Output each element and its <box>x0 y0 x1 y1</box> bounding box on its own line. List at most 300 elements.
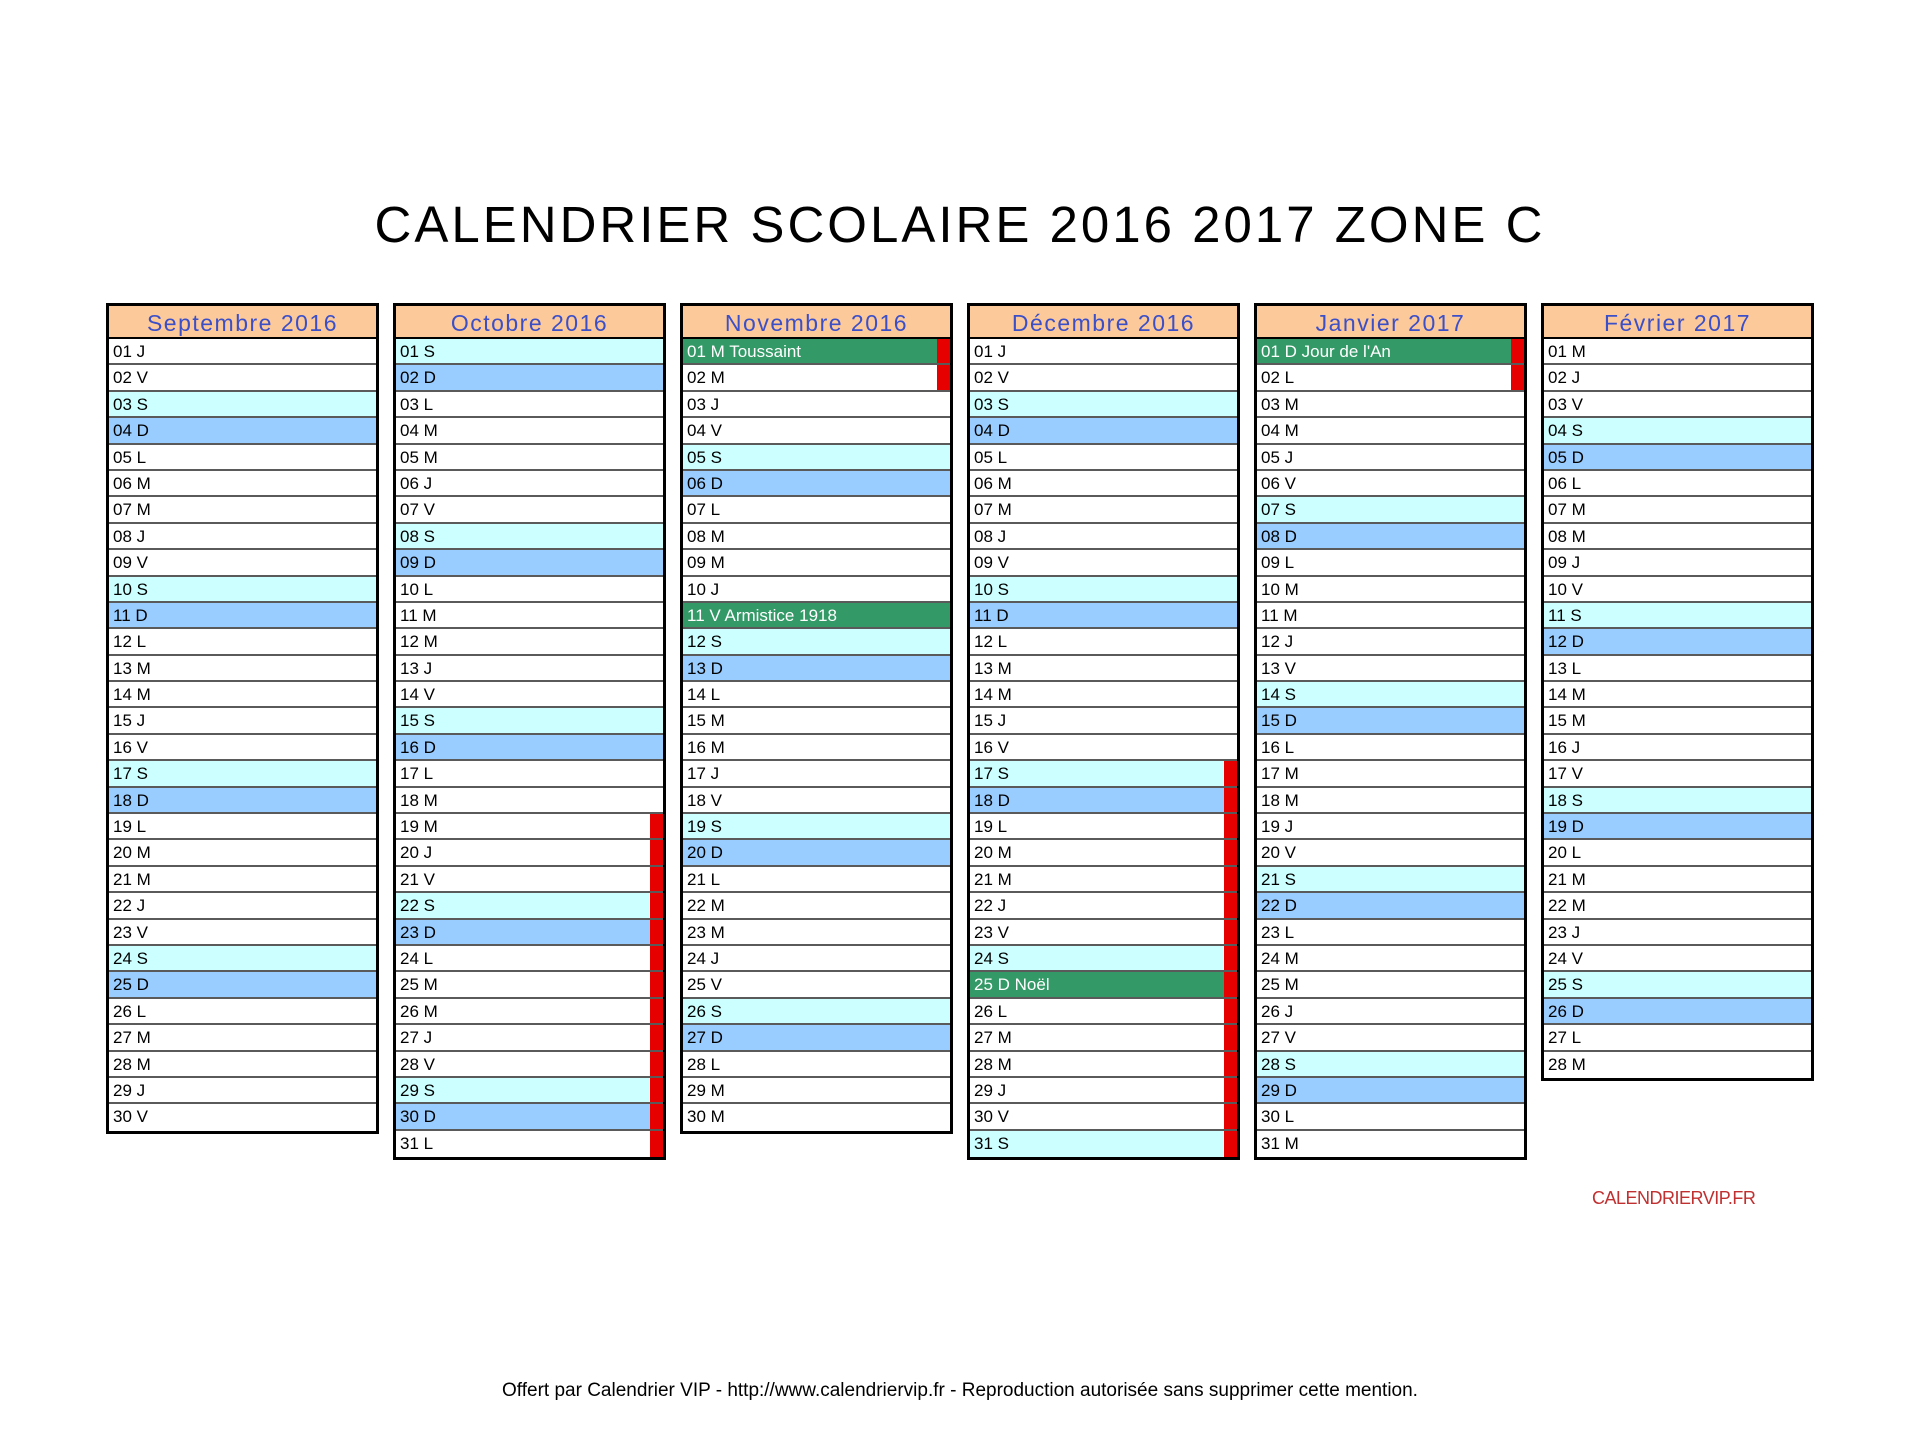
day-label: 18 V <box>687 790 722 810</box>
day-label: 20 D <box>687 843 723 863</box>
vacation-marker <box>650 893 663 917</box>
month-header: Septembre 2016 <box>109 306 376 339</box>
month-column <box>393 303 666 1160</box>
day-row <box>396 1025 663 1051</box>
day-label: 13 L <box>1548 658 1582 678</box>
day-row <box>1544 893 1811 919</box>
day-row <box>1544 920 1811 946</box>
day-row <box>970 1131 1237 1157</box>
day-label: 31 L <box>400 1133 434 1153</box>
day-label: 06 L <box>1548 473 1582 493</box>
day-row <box>1257 1052 1524 1078</box>
day-label: 24 M <box>1261 948 1299 968</box>
day-label: 11 S <box>1548 605 1582 625</box>
day-row <box>396 814 663 840</box>
day-label: 07 S <box>1261 500 1296 520</box>
day-label: 08 M <box>1548 526 1586 546</box>
day-label: 08 J <box>113 526 146 546</box>
day-label: 10 L <box>400 579 434 599</box>
day-row <box>970 946 1237 972</box>
vacation-marker <box>1224 893 1237 917</box>
day-label: 03 J <box>687 394 720 414</box>
day-label: 09 J <box>1548 553 1581 573</box>
day-row <box>970 497 1237 523</box>
day-row <box>970 920 1237 946</box>
day-label: 05 L <box>113 447 147 467</box>
day-row <box>683 761 950 787</box>
day-label: 21 V <box>400 869 435 889</box>
day-row <box>1257 365 1524 391</box>
vacation-marker <box>1224 788 1237 812</box>
day-row <box>970 893 1237 919</box>
day-label: 22 S <box>400 896 435 916</box>
day-row <box>1544 418 1811 444</box>
day-label: 28 M <box>974 1054 1012 1074</box>
day-row <box>396 840 663 866</box>
day-label: 06 M <box>974 473 1012 493</box>
day-label: 10 V <box>1548 579 1583 599</box>
day-row <box>109 761 376 787</box>
day-row <box>1257 577 1524 603</box>
day-label: 12 M <box>400 632 438 652</box>
day-row <box>1257 999 1524 1025</box>
vacation-marker <box>650 1025 663 1049</box>
day-label: 04 V <box>687 421 722 441</box>
day-label: 25 S <box>1548 975 1583 995</box>
day-row <box>683 1078 950 1104</box>
day-label: 04 D <box>974 421 1010 441</box>
vacation-marker <box>1224 920 1237 944</box>
day-label: 02 J <box>1548 368 1581 388</box>
day-label: 13 M <box>113 658 151 678</box>
vacation-marker <box>1224 867 1237 891</box>
day-label: 18 D <box>974 790 1010 810</box>
day-label: 23 V <box>113 922 148 942</box>
day-label: 02 L <box>1261 368 1295 388</box>
day-label: 24 L <box>400 948 434 968</box>
day-row <box>1257 708 1524 734</box>
month-header: Octobre 2016 <box>396 306 663 339</box>
day-row <box>396 735 663 761</box>
day-row <box>1544 603 1811 629</box>
vacation-marker <box>1224 946 1237 970</box>
day-label: 24 S <box>974 948 1009 968</box>
day-row <box>683 339 950 365</box>
day-label: 20 M <box>974 843 1012 863</box>
footer-credit: Offert par Calendrier VIP - http://www.calendriervip.fr - Reproduction autorisée sans supprimer cette mention. <box>502 1380 1418 1401</box>
day-label: 25 M <box>1261 975 1299 995</box>
day-row <box>109 550 376 576</box>
day-label: 18 D <box>113 790 149 810</box>
day-label: 01 J <box>974 342 1007 361</box>
day-row <box>1257 1025 1524 1051</box>
vacation-marker <box>650 1104 663 1128</box>
day-label: 13 D <box>687 658 723 678</box>
day-row <box>1544 735 1811 761</box>
day-row <box>1544 840 1811 866</box>
day-label: 01 J <box>113 342 146 361</box>
day-label: 28 L <box>687 1054 721 1074</box>
day-row <box>396 1104 663 1130</box>
day-label: 16 V <box>974 737 1009 757</box>
day-label: 16 V <box>113 737 148 757</box>
day-row <box>396 365 663 391</box>
day-row <box>683 788 950 814</box>
day-row <box>109 656 376 682</box>
day-row <box>683 471 950 497</box>
vacation-marker <box>650 999 663 1023</box>
day-label: 05 L <box>974 447 1008 467</box>
day-label: 06 V <box>1261 473 1296 493</box>
vacation-marker <box>1511 365 1524 389</box>
day-label: 19 S <box>687 817 722 837</box>
month-column <box>1541 303 1814 1081</box>
vacation-marker <box>1224 1078 1237 1102</box>
day-label: 05 D <box>1548 447 1584 467</box>
day-row <box>970 445 1237 471</box>
day-row <box>1257 1104 1524 1130</box>
day-label: 24 V <box>1548 948 1583 968</box>
day-row <box>1257 1131 1524 1157</box>
day-row <box>970 840 1237 866</box>
vacation-marker <box>1224 972 1237 996</box>
day-label: 29 J <box>974 1080 1007 1100</box>
day-label: 29 J <box>113 1080 146 1100</box>
day-row <box>683 814 950 840</box>
day-row <box>396 656 663 682</box>
day-label: 07 V <box>400 500 435 520</box>
day-row <box>970 524 1237 550</box>
day-label: 05 S <box>687 447 722 467</box>
day-label: 14 L <box>687 685 721 705</box>
day-label: 10 J <box>687 579 720 599</box>
day-label: 19 J <box>1261 817 1294 837</box>
day-label: 05 J <box>1261 447 1294 467</box>
day-label: 15 S <box>400 711 435 731</box>
day-label: 21 M <box>974 869 1012 889</box>
day-row <box>1544 524 1811 550</box>
day-row <box>109 840 376 866</box>
day-row <box>683 946 950 972</box>
day-label: 09 M <box>687 553 725 573</box>
day-row <box>1257 656 1524 682</box>
day-label: 27 V <box>1261 1028 1296 1048</box>
day-label: 26 S <box>687 1001 722 1021</box>
day-label: 11 D <box>974 605 1009 625</box>
day-label: 12 L <box>113 632 147 652</box>
day-row <box>396 392 663 418</box>
day-label: 10 M <box>1261 579 1299 599</box>
vacation-marker <box>937 339 950 363</box>
day-row <box>109 1078 376 1104</box>
day-row <box>1544 365 1811 391</box>
day-row <box>109 1052 376 1078</box>
day-label: 29 S <box>400 1080 435 1100</box>
month-header: Janvier 2017 <box>1257 306 1524 339</box>
day-row <box>1544 497 1811 523</box>
day-label: 26 M <box>400 1001 438 1021</box>
vacation-marker <box>1224 761 1237 785</box>
day-label: 30 V <box>113 1107 148 1127</box>
day-row <box>109 999 376 1025</box>
day-row <box>1257 445 1524 471</box>
day-label: 16 D <box>400 737 436 757</box>
vacation-marker <box>650 972 663 996</box>
day-row <box>396 920 663 946</box>
day-row <box>1257 867 1524 893</box>
day-label: 17 S <box>113 764 148 784</box>
day-row <box>396 445 663 471</box>
day-row <box>109 682 376 708</box>
day-row <box>1257 788 1524 814</box>
vacation-marker <box>1224 1104 1237 1128</box>
day-row <box>1257 497 1524 523</box>
day-row <box>1544 550 1811 576</box>
day-label: 21 M <box>113 869 151 889</box>
day-row <box>970 418 1237 444</box>
day-row <box>970 1078 1237 1104</box>
day-label: 26 D <box>1548 1001 1584 1021</box>
day-label: 11 M <box>400 605 437 625</box>
month-header: Décembre 2016 <box>970 306 1237 339</box>
page-title: CALENDRIER SCOLAIRE 2016 2017 ZONE C <box>374 196 1546 253</box>
day-label: 27 M <box>974 1028 1012 1048</box>
day-row <box>1544 814 1811 840</box>
day-row <box>970 999 1237 1025</box>
day-row <box>1544 682 1811 708</box>
day-row <box>396 1131 663 1157</box>
day-label: 03 L <box>400 394 434 414</box>
vacation-marker <box>650 814 663 838</box>
day-row <box>683 840 950 866</box>
day-label: 26 J <box>1261 1001 1294 1021</box>
day-label: 10 S <box>974 579 1009 599</box>
day-row <box>683 1025 950 1051</box>
day-label: 05 M <box>400 447 438 467</box>
day-row <box>1544 629 1811 655</box>
day-row <box>1257 629 1524 655</box>
day-row <box>1544 1052 1811 1078</box>
vacation-marker <box>650 867 663 891</box>
day-label: 01 S <box>400 342 435 361</box>
day-row <box>1257 946 1524 972</box>
day-label: 17 L <box>400 764 434 784</box>
day-row <box>1257 682 1524 708</box>
day-row <box>683 972 950 998</box>
month-column <box>106 303 379 1134</box>
day-label: 22 M <box>1548 896 1586 916</box>
day-label: 22 M <box>687 896 725 916</box>
day-label: 23 V <box>974 922 1009 942</box>
day-row <box>1257 471 1524 497</box>
day-row <box>109 867 376 893</box>
day-row <box>970 972 1237 998</box>
month-column <box>967 303 1240 1160</box>
day-label: 06 M <box>113 473 151 493</box>
day-row <box>970 788 1237 814</box>
vacation-marker <box>1224 840 1237 864</box>
day-label: 17 J <box>687 764 720 784</box>
day-label: 30 M <box>687 1107 725 1127</box>
day-label: 18 M <box>1261 790 1299 810</box>
day-row <box>396 946 663 972</box>
day-row <box>683 365 950 391</box>
day-row <box>1544 392 1811 418</box>
vacation-marker <box>1224 1025 1237 1049</box>
day-row <box>109 814 376 840</box>
day-row <box>683 524 950 550</box>
day-label: 27 J <box>400 1028 433 1048</box>
day-row <box>970 735 1237 761</box>
day-label: 19 L <box>974 817 1008 837</box>
day-row <box>970 471 1237 497</box>
day-row <box>683 603 950 629</box>
day-row <box>1544 972 1811 998</box>
vacation-marker <box>1224 814 1237 838</box>
day-row <box>1257 1078 1524 1104</box>
day-label: 14 V <box>400 685 435 705</box>
day-label: 12 D <box>1548 632 1584 652</box>
day-row <box>1257 972 1524 998</box>
day-row <box>1544 471 1811 497</box>
day-label: 08 M <box>687 526 725 546</box>
day-label: 09 D <box>400 553 436 573</box>
day-label: 04 D <box>113 421 149 441</box>
day-label: 29 M <box>687 1080 725 1100</box>
day-row <box>683 629 950 655</box>
day-label: 09 V <box>113 553 148 573</box>
brand-logo-text: CALENDRIERVIP.FR <box>1592 1188 1756 1208</box>
day-row <box>683 708 950 734</box>
day-label: 19 D <box>1548 817 1584 837</box>
day-label: 19 L <box>113 817 147 837</box>
day-label: 27 M <box>113 1028 151 1048</box>
day-label: 11 V Armistice 1918 <box>687 605 837 625</box>
day-row <box>970 1025 1237 1051</box>
day-row <box>1257 550 1524 576</box>
day-label: 21 M <box>1548 869 1586 889</box>
day-row <box>109 603 376 629</box>
day-row <box>109 497 376 523</box>
day-label: 23 J <box>1548 922 1581 942</box>
day-row <box>109 708 376 734</box>
day-label: 13 J <box>400 658 433 678</box>
day-row <box>1544 656 1811 682</box>
day-row <box>1544 708 1811 734</box>
day-row <box>109 1025 376 1051</box>
day-label: 14 M <box>974 685 1012 705</box>
day-label: 15 J <box>113 711 146 731</box>
day-label: 07 M <box>113 500 151 520</box>
day-label: 30 D <box>400 1107 436 1127</box>
day-row <box>1257 814 1524 840</box>
day-label: 26 L <box>974 1001 1008 1021</box>
day-label: 24 J <box>687 948 720 968</box>
day-row <box>1257 920 1524 946</box>
day-row <box>683 656 950 682</box>
day-row <box>970 656 1237 682</box>
day-label: 23 D <box>400 922 436 942</box>
day-row <box>396 629 663 655</box>
day-row <box>396 1078 663 1104</box>
day-row <box>1544 788 1811 814</box>
day-row <box>1544 339 1811 365</box>
day-row <box>109 920 376 946</box>
day-label: 02 D <box>400 368 436 388</box>
day-label: 03 S <box>113 394 148 414</box>
day-row <box>396 524 663 550</box>
day-row <box>109 577 376 603</box>
day-row <box>109 972 376 998</box>
day-label: 09 V <box>974 553 1009 573</box>
day-label: 04 M <box>400 421 438 441</box>
day-row <box>396 788 663 814</box>
day-label: 22 D <box>1261 896 1297 916</box>
day-label: 08 D <box>1261 526 1297 546</box>
day-label: 18 M <box>400 790 438 810</box>
day-label: 20 M <box>113 843 151 863</box>
day-row <box>970 392 1237 418</box>
day-label: 07 L <box>687 500 721 520</box>
day-row <box>970 339 1237 365</box>
vacation-marker <box>937 365 950 389</box>
day-label: 04 M <box>1261 421 1299 441</box>
day-label: 25 D Noël <box>974 975 1050 995</box>
day-label: 28 S <box>1261 1054 1296 1074</box>
day-row <box>1544 999 1811 1025</box>
month-column <box>1254 303 1527 1160</box>
day-label: 03 M <box>1261 394 1299 414</box>
day-label: 17 M <box>1261 764 1299 784</box>
day-label: 20 V <box>1261 843 1296 863</box>
day-row <box>109 735 376 761</box>
day-label: 31 S <box>974 1133 1009 1153</box>
day-label: 02 V <box>974 368 1009 388</box>
day-label: 25 V <box>687 975 722 995</box>
day-label: 01 M Toussaint <box>687 342 802 361</box>
day-row <box>683 735 950 761</box>
day-label: 27 L <box>1548 1028 1582 1048</box>
day-label: 02 M <box>687 368 725 388</box>
day-row <box>683 920 950 946</box>
day-label: 12 S <box>687 632 722 652</box>
vacation-marker <box>650 946 663 970</box>
day-row <box>396 471 663 497</box>
day-row <box>396 867 663 893</box>
day-label: 13 V <box>1261 658 1296 678</box>
day-label: 02 V <box>113 368 148 388</box>
day-row <box>683 1052 950 1078</box>
day-label: 08 S <box>400 526 435 546</box>
vacation-marker <box>650 1078 663 1102</box>
day-row <box>396 497 663 523</box>
day-label: 17 V <box>1548 764 1583 784</box>
day-row <box>109 392 376 418</box>
day-label: 14 M <box>113 685 151 705</box>
day-label: 17 S <box>974 764 1009 784</box>
day-label: 12 L <box>974 632 1008 652</box>
day-label: 29 D <box>1261 1080 1297 1100</box>
vacation-marker <box>1224 999 1237 1023</box>
day-row <box>970 761 1237 787</box>
day-row <box>396 893 663 919</box>
vacation-marker <box>650 1052 663 1076</box>
day-row <box>970 867 1237 893</box>
day-label: 19 M <box>400 817 438 837</box>
day-row <box>683 893 950 919</box>
day-row <box>970 814 1237 840</box>
day-row <box>1544 445 1811 471</box>
